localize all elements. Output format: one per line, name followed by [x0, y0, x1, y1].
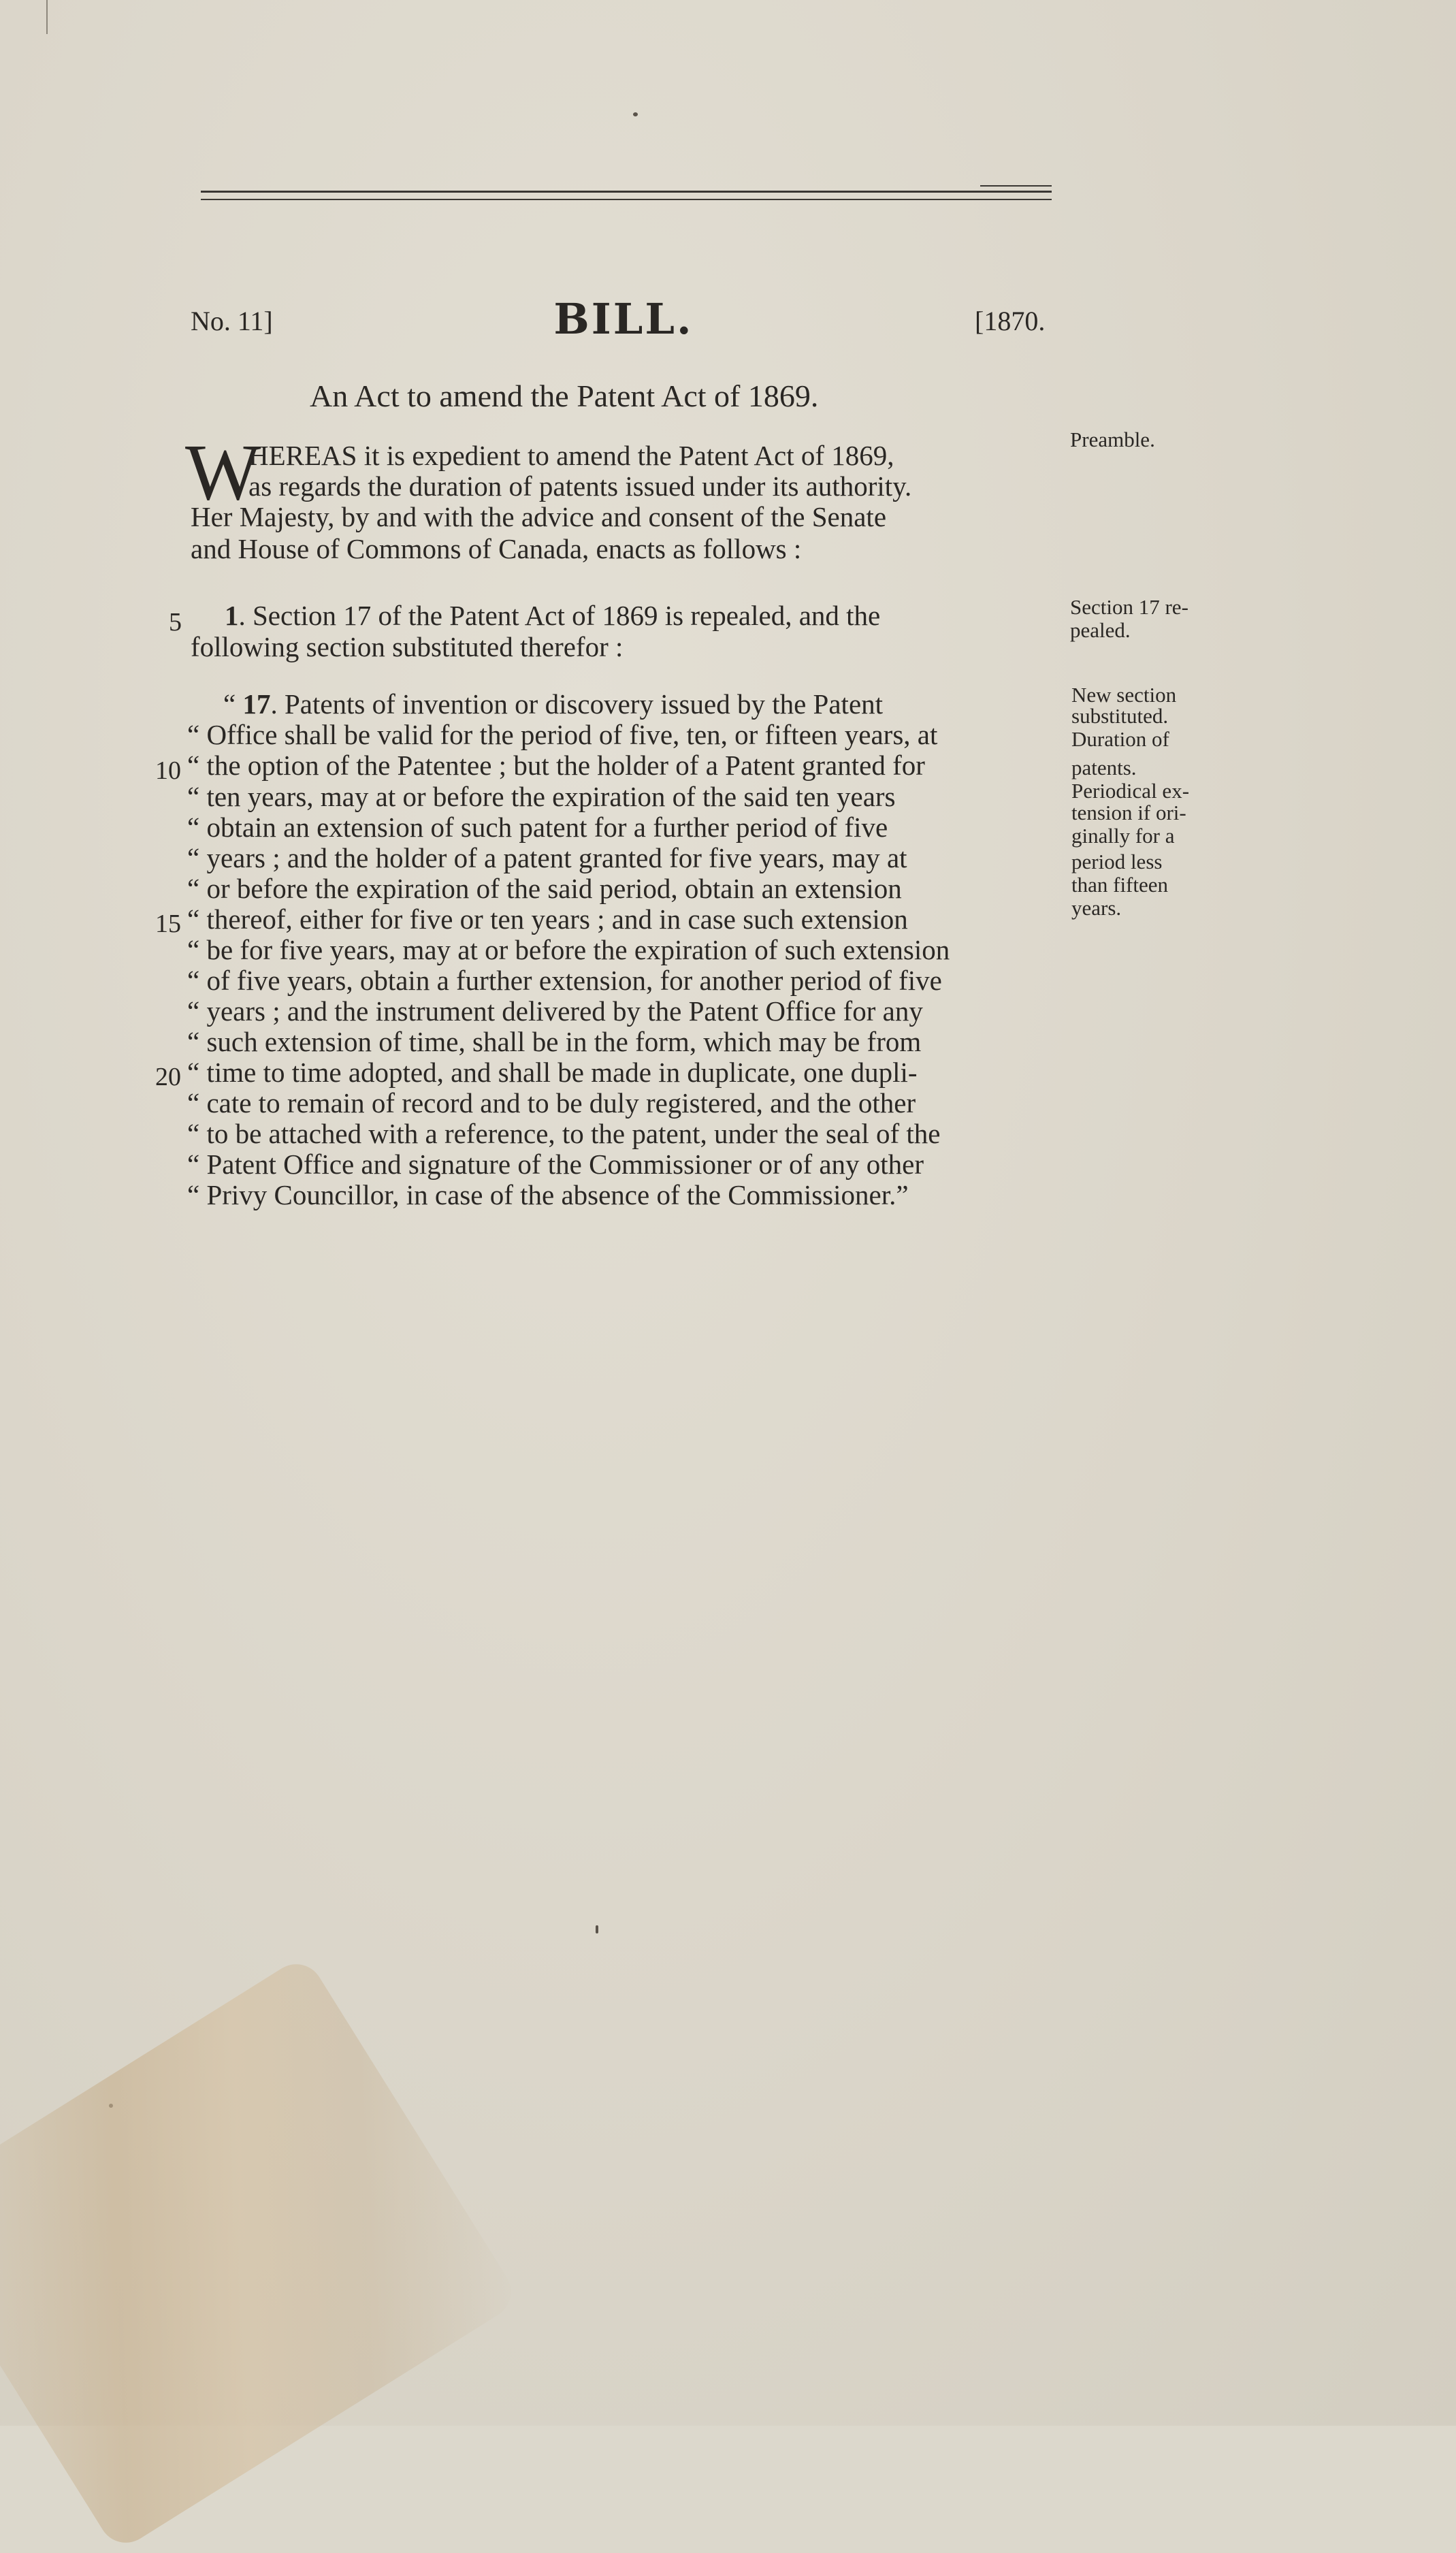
section-17-line: “ ten years, may at or before the expiration of the said ten years	[187, 781, 896, 812]
marginal-note-section-17-repealed: pealed.	[1070, 618, 1131, 642]
section-17-line: “ such extension of time, shall be in the form, which may be from	[187, 1026, 922, 1057]
section-17-line: “ years ; and the instrument delivered by the Patent Office for any	[187, 995, 923, 1027]
section-17-line: “ obtain an extension of such patent for a further period of five	[187, 812, 888, 843]
paper-speck	[633, 112, 638, 116]
marginal-note-new-section: period less	[1071, 850, 1163, 873]
marginal-note-new-section: Duration of	[1071, 727, 1169, 751]
marginal-note-new-section: substituted.	[1071, 704, 1169, 728]
section-17-line: “ Patent Office and signature of the Commissioner or of any other	[187, 1149, 924, 1180]
section-17-line: “ Privy Councillor, in case of the absence of the Commissioner.”	[187, 1179, 909, 1210]
section-1-text: . Section 17 of the Patent Act of 1869 is repealed, and the	[238, 600, 881, 631]
section-17-line: “ or before the expiration of the said period, obtain an extension	[187, 873, 902, 904]
section-17-line	[223, 688, 883, 720]
preamble-line: as regards the duration of patents issued under its authority.	[248, 470, 912, 502]
section-number: 17	[242, 688, 271, 720]
act-title: An Act to amend the Patent Act of 1869.	[310, 379, 819, 413]
page-edge-line	[46, 0, 48, 34]
section-17-line: “ time to time adopted, and shall be made in duplicate, one dupli-	[187, 1057, 918, 1088]
preamble-line: HEREAS it is expedient to amend the Patent Act of 1869,	[248, 440, 894, 471]
tape-residue-stain	[0, 1954, 521, 2553]
section-17-line: “ cate to remain of record and to be duly registered, and the other	[187, 1087, 916, 1119]
line-number: 20	[155, 1063, 181, 1091]
section-17-line: “ Office shall be valid for the period of five, ten, or fifteen years, at	[187, 719, 938, 750]
marginal-note-section-17-repealed: Section 17 re-	[1070, 595, 1188, 619]
section-17-line: “ the option of the Patentee ; but the holder of a Patent granted for	[187, 750, 925, 781]
top-rule-fragment	[980, 185, 1052, 187]
marginal-note-new-section: New section	[1071, 683, 1177, 707]
line-number: 15	[155, 910, 181, 938]
section-17-line: “ of five years, obtain a further extension, for another period of five	[187, 965, 942, 996]
top-double-rule-lower	[201, 199, 1052, 200]
marginal-note-new-section: patents.	[1071, 756, 1137, 780]
marginal-note-preamble: Preamble.	[1070, 428, 1155, 451]
preamble-dropcap: W	[185, 428, 261, 517]
paper-speck	[596, 1925, 598, 1933]
section-17-line: “ thereof, either for five or ten years ; and in case such extension	[187, 903, 908, 935]
section-1-line: following section substituted therefor :	[191, 631, 624, 662]
marginal-note-new-section: ginally for a	[1071, 824, 1175, 848]
section-number: 1	[225, 600, 239, 631]
bill-title: BILL.	[553, 294, 694, 344]
bill-year: [1870.	[975, 306, 1046, 336]
section-17-line: “ to be attached with a reference, to the patent, under the seal of the	[187, 1118, 941, 1149]
marginal-note-new-section: years.	[1071, 896, 1122, 920]
section-17-text: . Patents of invention or discovery issued by the Patent	[270, 688, 884, 720]
preamble-line: and House of Commons of Canada, enacts as follows :	[191, 533, 802, 564]
line-number: 5	[169, 608, 182, 637]
marginal-note-new-section: than fifteen	[1071, 873, 1169, 897]
section-1-line	[225, 599, 880, 632]
preamble-line: Her Majesty, by and with the advice and consent of the Senate	[191, 501, 887, 532]
marginal-note-new-section: tension if ori-	[1071, 801, 1186, 824]
open-quote: “	[223, 688, 236, 720]
top-double-rule	[201, 191, 1052, 193]
line-number: 10	[155, 756, 181, 785]
bill-number: No. 11]	[191, 306, 273, 336]
section-17-line: “ be for five years, may at or before the expiration of such extension	[187, 934, 950, 965]
marginal-note-new-section: Periodical ex-	[1071, 779, 1190, 803]
section-17-line: “ years ; and the holder of a patent granted for five years, may at	[187, 842, 907, 873]
